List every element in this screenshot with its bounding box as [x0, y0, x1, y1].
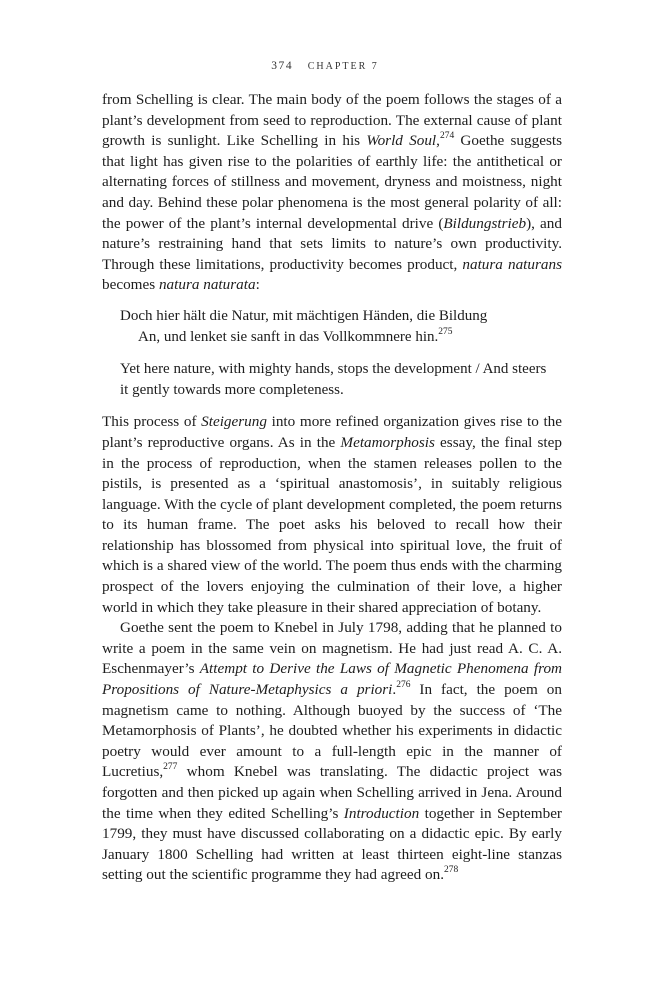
italic-term: Steigerung	[201, 413, 267, 431]
paragraph-1: from Schelling is clear. The main body of the poem follows the stages of a plant’s development from seed to reproduction. The external cause of plant growth is sunlight. Like Schelling in his World Soul,$^{274}$ Goethe suggests that light has given rise to the polarities of earthly life: the antithetical or alternating forces of stillness and movement, dryness and moistness, night and day. Behind these polar phenomena is the most general polarity of all: the power of the plant’s internal developmental drive (Bildungstrieb), and nature’s restraining hand that sets limits to nature’s own productivity. Through these limitations, productivity becomes product, natura naturans becomes natura naturata:	[102, 91, 562, 294]
verse-quote	[120, 306, 550, 347]
text-run: In fact, the poem on magnetism came to nothing. Although buoyed by the success of ‘The Metamorphosis of Plants’, he doubted whether his experiments in didactic poetry would ever amount to a full-length epic in the manner of Lucretius,	[102, 681, 562, 781]
verse-line-2-text: An, und lenket sie sanft in das Vollkommnere hin.	[138, 328, 439, 345]
italic-term: natura naturans	[462, 255, 562, 273]
verse-line-2	[120, 327, 550, 348]
italic-term: Bildungstrieb	[443, 214, 527, 232]
text-run: .	[392, 681, 397, 699]
text-run: Goethe sent the poem to Knebel in July 1798, adding that he planned to write a poem in the same vein on magnetism. He had just read A. C. A. Eschenmayer’s	[102, 619, 562, 678]
footnote-ref[interactable]: 275	[438, 326, 453, 337]
text-run: ), and nature’s restraining hand that sets limits to nature’s own productivity. Through these limitations, productivity becomes product,	[102, 214, 562, 273]
text-run: together in September 1799, they must have discussed collaborating on a didactic epic. By early January 1800 Schelling had written at least thirteen eight-line stanzas setting out the scientific programme they had agreed on.	[102, 804, 562, 884]
block-quote	[120, 306, 550, 400]
text-run: becomes	[102, 276, 159, 294]
text-run: This process of	[102, 413, 202, 431]
chapter-title: CHAPTER 7	[307, 61, 379, 72]
text-run: into more refined organization gives rise to the plant’s reproductive organs. As in the	[102, 413, 562, 451]
text-run: Goethe suggests that light has given rise to the polarities of earthly life: the antithetical or alternating forces of stillness and movement, dryness and moistness, night and day. Behind these polar phenomena is the most general polarity of all: the power of the plant’s internal developmental drive (	[102, 132, 562, 232]
footnote-ref[interactable]: 276	[396, 679, 411, 690]
page-number: 374	[271, 60, 294, 72]
body-text	[102, 90, 562, 886]
paragraph-2	[102, 412, 562, 618]
text-run: whom Knebel was translating. The didactic project was forgotten and then picked up again when Schelling arrived in Jena. Around the time when they edited Schelling’s	[102, 763, 562, 822]
footnote-ref[interactable]: 274	[439, 131, 455, 142]
footnote-ref[interactable]: 278	[444, 865, 459, 876]
italic-title: Introduction	[343, 804, 420, 822]
italic-title-world-soul: World Soul	[366, 132, 437, 150]
text-run: essay, the final step in the process of reproduction, when the stamen releases pollen to the pistils, is presented as a ‘spiritual anastomosis’, in suitably religious language. With the cycle of plant development completed, the poem returns to its human frame. The poet asks his beloved to recall how their relationship has blossomed from physical into spiritual love, the fruit of which is a shared view of the world. The poem thus ends with the charming prospect of the lovers enjoying the culmination of their love, a higher world in which they take pleasure in their shared appreciation of botany.	[102, 433, 562, 616]
italic-term: natura naturata	[158, 276, 256, 294]
verse-line-1: Doch hier hält die Natur, mit mächtigen Händen, die Bildung	[120, 307, 488, 324]
paragraph-3	[102, 618, 562, 886]
italic-title: Attempt to Derive the Laws of Magnetic Phenomena from Propositions of Nature-Metaphysics a priori	[102, 660, 563, 699]
text-run: from Schelling is clear. The main body of the poem follows the stages of a plant’s development from seed to reproduction. The external cause of plant growth is sunlight. Like Schelling in his	[102, 91, 562, 150]
running-head	[0, 60, 650, 72]
verse-translation: Yet here nature, with mighty hands, stops the development / And steers it gently towards more completeness.	[120, 361, 547, 398]
footnote-ref[interactable]: 277	[163, 762, 178, 773]
italic-title: Metamorphosis	[340, 433, 435, 451]
text-run: :	[255, 276, 260, 294]
